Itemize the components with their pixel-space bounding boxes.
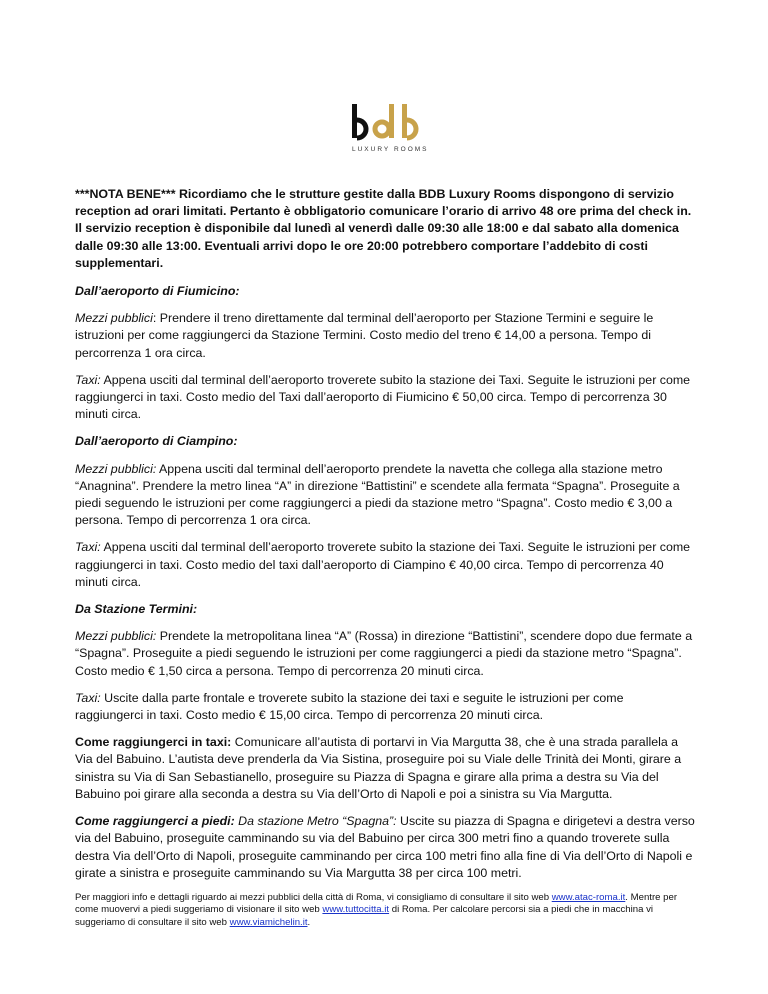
ciampino-public-text: Appena usciti dal terminal dell’aeroporto prendete la navetta che collega alla stazione metro “Anagnina”. Prendere la metro linea “A” in direzione “Battistini” e scendete alla fermata “Spagna”. Proseguite a piedi seguendo le istruzioni per come raggiungerci a piedi da stazione metro “Spagna”. Costo medio € 3,00 a persona. Tempo di percorrenza 1 ora circa. (75, 461, 680, 528)
fiumicino-taxi-paragraph (75, 372, 695, 424)
heading-ciampino: Dall’aeroporto di Ciampino: (75, 434, 238, 449)
footnote (75, 892, 695, 929)
fiumicino-taxi-label: Taxi: (75, 372, 101, 387)
fiumicino-public-text: : Prendere il treno direttamente dal terminal dell’aeroporto per Stazione Termini e seguire le istruzioni per come raggiungerci da Stazione Termini. Costo medio del treno € 14,00 a persona. Tempo di percorrenza 1 ora circa. (75, 311, 654, 360)
tuttocitta-link[interactable]: www.tuttocitta.it (322, 904, 390, 916)
logo-tagline: LUXURY ROOMS (352, 146, 429, 153)
ciampino-taxi-label: Taxi: (75, 540, 101, 555)
on-foot-label: Come raggiungerci a piedi: (75, 814, 235, 829)
notice-paragraph: ***NOTA BENE*** Ricordiamo che le strutture gestite dalla BDB Luxury Rooms dispongono di servizio reception ad orari limitati. Pertanto è obbligatorio comunicare l’orario di arrivo 48 ore prima del check in. Il servizio reception è disponibile dal lunedì al venerdì dalle 09:30 alle 18:00 e dal sabato alla domenica dalle 09:30 alle 13:00. Eventuali arrivi dopo le ore 20:00 potrebbero comportare l’addebito di costi supplementari. (75, 187, 692, 270)
ciampino-public-paragraph (75, 461, 695, 530)
termini-public-paragraph (75, 628, 695, 680)
by-taxi-text: Comunicare all’autista di portarvi in Via Margutta 38, che è una strada parallela a Via del Babuino. L’autista deve prenderla da Via Sistina, proseguire poi su Viale delle Trinità dei Monti, girare a sinistra su Via di San Sebastianello, proseguire su Piazza di Spagna e girare alla prima a destra su Via del Babuino poi girare alla seconda a destra su Via dell’Orto di Napoli e poi a sinistra su Via Margutta. (75, 735, 682, 801)
fiumicino-public-label: Mezzi pubblici (75, 311, 153, 326)
termini-taxi-text: Uscite dalla parte frontale e troverete subito la stazione dei taxi e seguite le istruzioni per come raggiungerci in taxi. Costo medio € 15,00 circa. Tempo di percorrenza 20 minuti circa. (75, 690, 624, 723)
footnote-part1: Per maggiori info e dettagli riguardo ai mezzi pubblici della città di Roma, vi consigliamo di consultare il sito web (75, 891, 552, 903)
ciampino-public-label: Mezzi pubblici: (75, 461, 157, 476)
on-foot-text: Uscite su piazza di Spagna e dirigetevi a destra verso via del Babuino, proseguite camminando su via del Babuino per circa 300 metri fino a quando troverete sulla destra Via dell’Orto di Napoli, proseguite camminando per circa 100 metri fino alla fine di Via dell’Orto di Napoli e girate a sinistra e proseguite camminando su Via Margutta 38 per circa 100 metri. (75, 814, 695, 880)
by-taxi-paragraph (75, 734, 695, 803)
heading-fiumicino: Dall’aeroporto di Fiumicino: (75, 284, 240, 299)
document-body (75, 186, 695, 939)
ciampino-taxi-text: Appena usciti dal terminal dell’aeroporto troverete subito la stazione dei Taxi. Seguite le istruzioni per come raggiungerci in taxi. Costo medio del taxi dall’aeroporto di Ciampino € 40,00 circa. Tempo di percorrenza 40 minuti circa. (75, 540, 691, 589)
by-taxi-label: Come raggiungerci in taxi: (75, 735, 232, 750)
heading-termini: Da Stazione Termini: (75, 602, 198, 617)
termini-public-label: Mezzi pubblici: (75, 629, 157, 644)
fiumicino-taxi-text: Appena usciti dal terminal dell’aeroporto troverete subito la stazione dei Taxi. Seguite le istruzioni per come raggiungerci in taxi. Costo medio del Taxi dall’aeroporto di Fiumicino € 50,00 circa. Tempo di percorrenza 30 minuti circa. (75, 372, 691, 422)
ciampino-taxi-paragraph (75, 539, 695, 591)
atac-link[interactable]: www.atac-roma.it (551, 891, 626, 903)
termini-public-text: Prendete la metropolitana linea “A” (Rossa) in direzione “Battistini”, scendere dopo due fermate a “Spagna”. Proseguite a piedi seguendo le istruzioni per come raggiungerci a piedi da stazione metro “Spagna”. Costo medio € 1,50 circa a persona. Tempo di percorrenza 20 minuti circa. (75, 629, 693, 678)
termini-taxi-paragraph (75, 690, 695, 724)
footnote-part3: di Roma. Per calcolare percorsi sia a piedi che in macchina vi suggeriamo di consultare il sito web (75, 904, 654, 928)
on-foot-paragraph (75, 813, 695, 882)
viamichelin-link[interactable]: www.viamichelin.it (229, 916, 308, 928)
footnote-part2: . Mentre per come muovervi a piedi suggeriamo di visionare il sito web (75, 891, 678, 916)
fiumicino-public-paragraph (75, 310, 695, 362)
footnote-part4: . (307, 916, 311, 928)
on-foot-sublabel: Da stazione Metro “Spagna”: (234, 814, 397, 829)
termini-taxi-label: Taxi: (75, 690, 101, 705)
